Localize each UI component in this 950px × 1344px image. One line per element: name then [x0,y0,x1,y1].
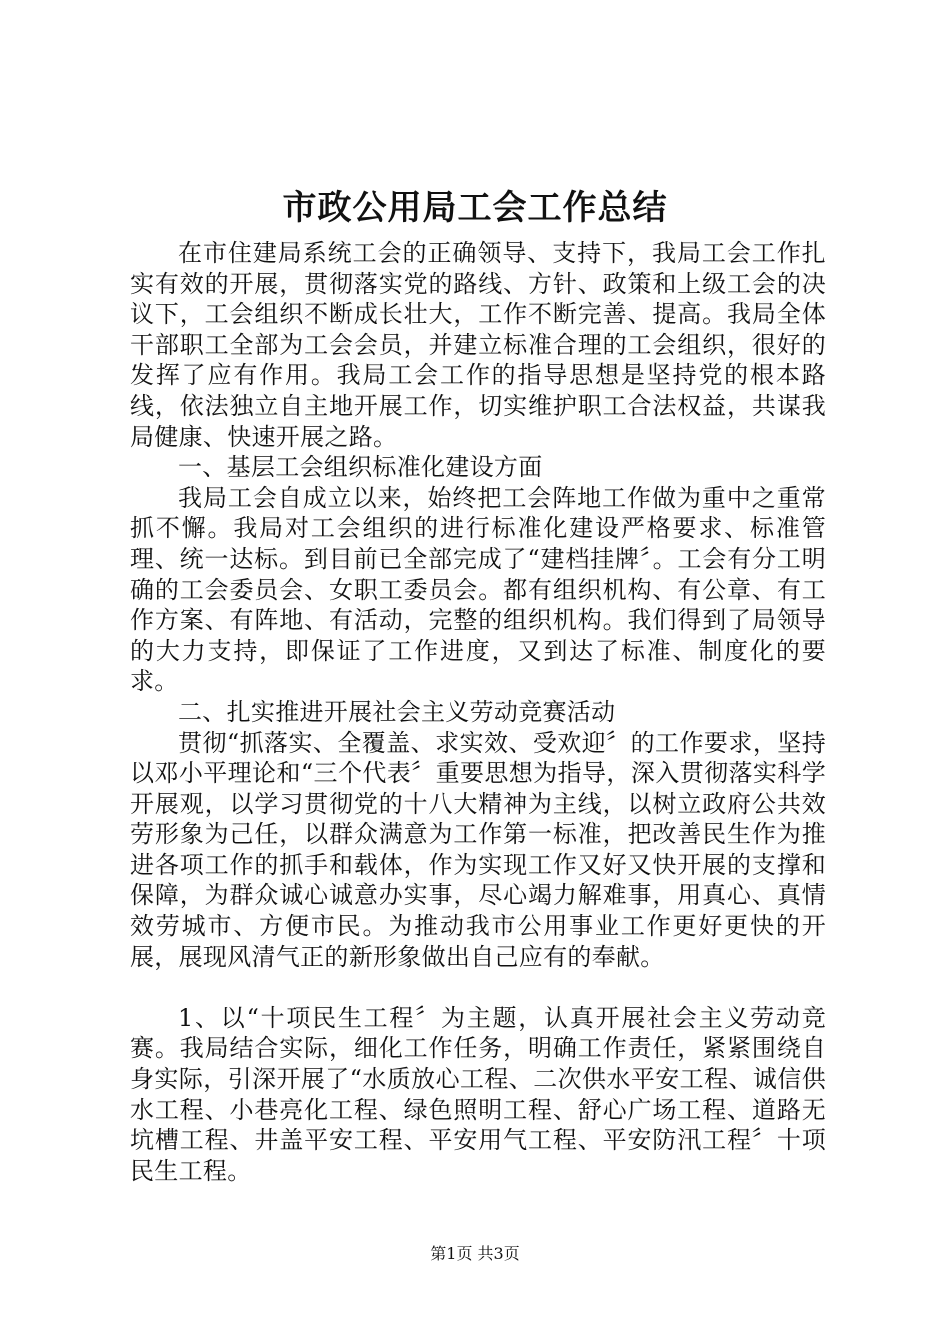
document-body [130,238,826,1186]
item-1-paragraph: 1、以“十项民生工程〞为主题，认真开展社会主义劳动竞赛。我局结合实际，细化工作任务，明确工作责任，紧紧围绕自身实际，引深开展了“水质放心工程、二次供水平安工程、诚信供水工程、小巷亮化工程、绿色照明工程、舒心广场工程、道路无坑槽工程、井盖平安工程、平安用气工程、平安防汛工程〞十项民生工程。 [130,1003,826,1185]
section-heading-2: 二、扎实推进开展社会主义劳动竞赛活动 [178,697,616,726]
section-heading-1: 一、基层工会组织标准化建设方面 [178,453,543,482]
paragraph-spacer [130,972,826,1003]
intro-paragraph: 在市住建局系统工会的正确领导、支持下，我局工会工作扎实有效的开展，贯彻落实党的路线、方针、政策和上级工会的决议下，工会组织不断成长壮大，工作不断完善、提高。我局全体干部职工全部为工会会员，并建立标准合理的工会组织，很好的发挥了应有作用。我局工会工作的指导思想是坚持党的根本路线，依法独立自主地开展工作，切实维护职工合法权益，共谋我局健康、快速开展之路。 [130,239,826,451]
section-2-paragraph: 贯彻“抓落实、全覆盖、求实效、受欢迎〞的工作要求，坚持以邓小平理论和“三个代表〞重要思想为指导，深入贯彻落实科学开展观，以学习贯彻党的十八大精神为主线，以树立政府公共效劳形象为己任，以群众满意为工作第一标准，把改善民生作为推进各项工作的抓手和载体，作为实现工作又好又快开展的支撑和保障，为群众诚心诚意办实事，尽心竭力解难事，用真心、真情效劳城市、方便市民。为推动我市公用事业工作更好更快的开展，展现风清气正的新形象做出自己应有的奉献。 [130,728,826,971]
page-footer: 第1页 共3页 [430,1244,520,1263]
page-title: 市政公用局工会工作总结 [282,188,668,228]
section-1-paragraph: 我局工会自成立以来，始终把工会阵地工作做为重中之重常抓不懈。我局对工会组织的进行标准化建设严格要求、标准管理、统一达标。到目前已全部完成了“建档挂牌〞。工会有分工明确的工会委员会、女职工委员会。都有组织机构、有公章、有工作方案、有阵地、有活动，完整的组织机构。我们得到了局领导的大力支持，即保证了工作进度，又到达了标准、制度化的要求。 [130,483,826,696]
